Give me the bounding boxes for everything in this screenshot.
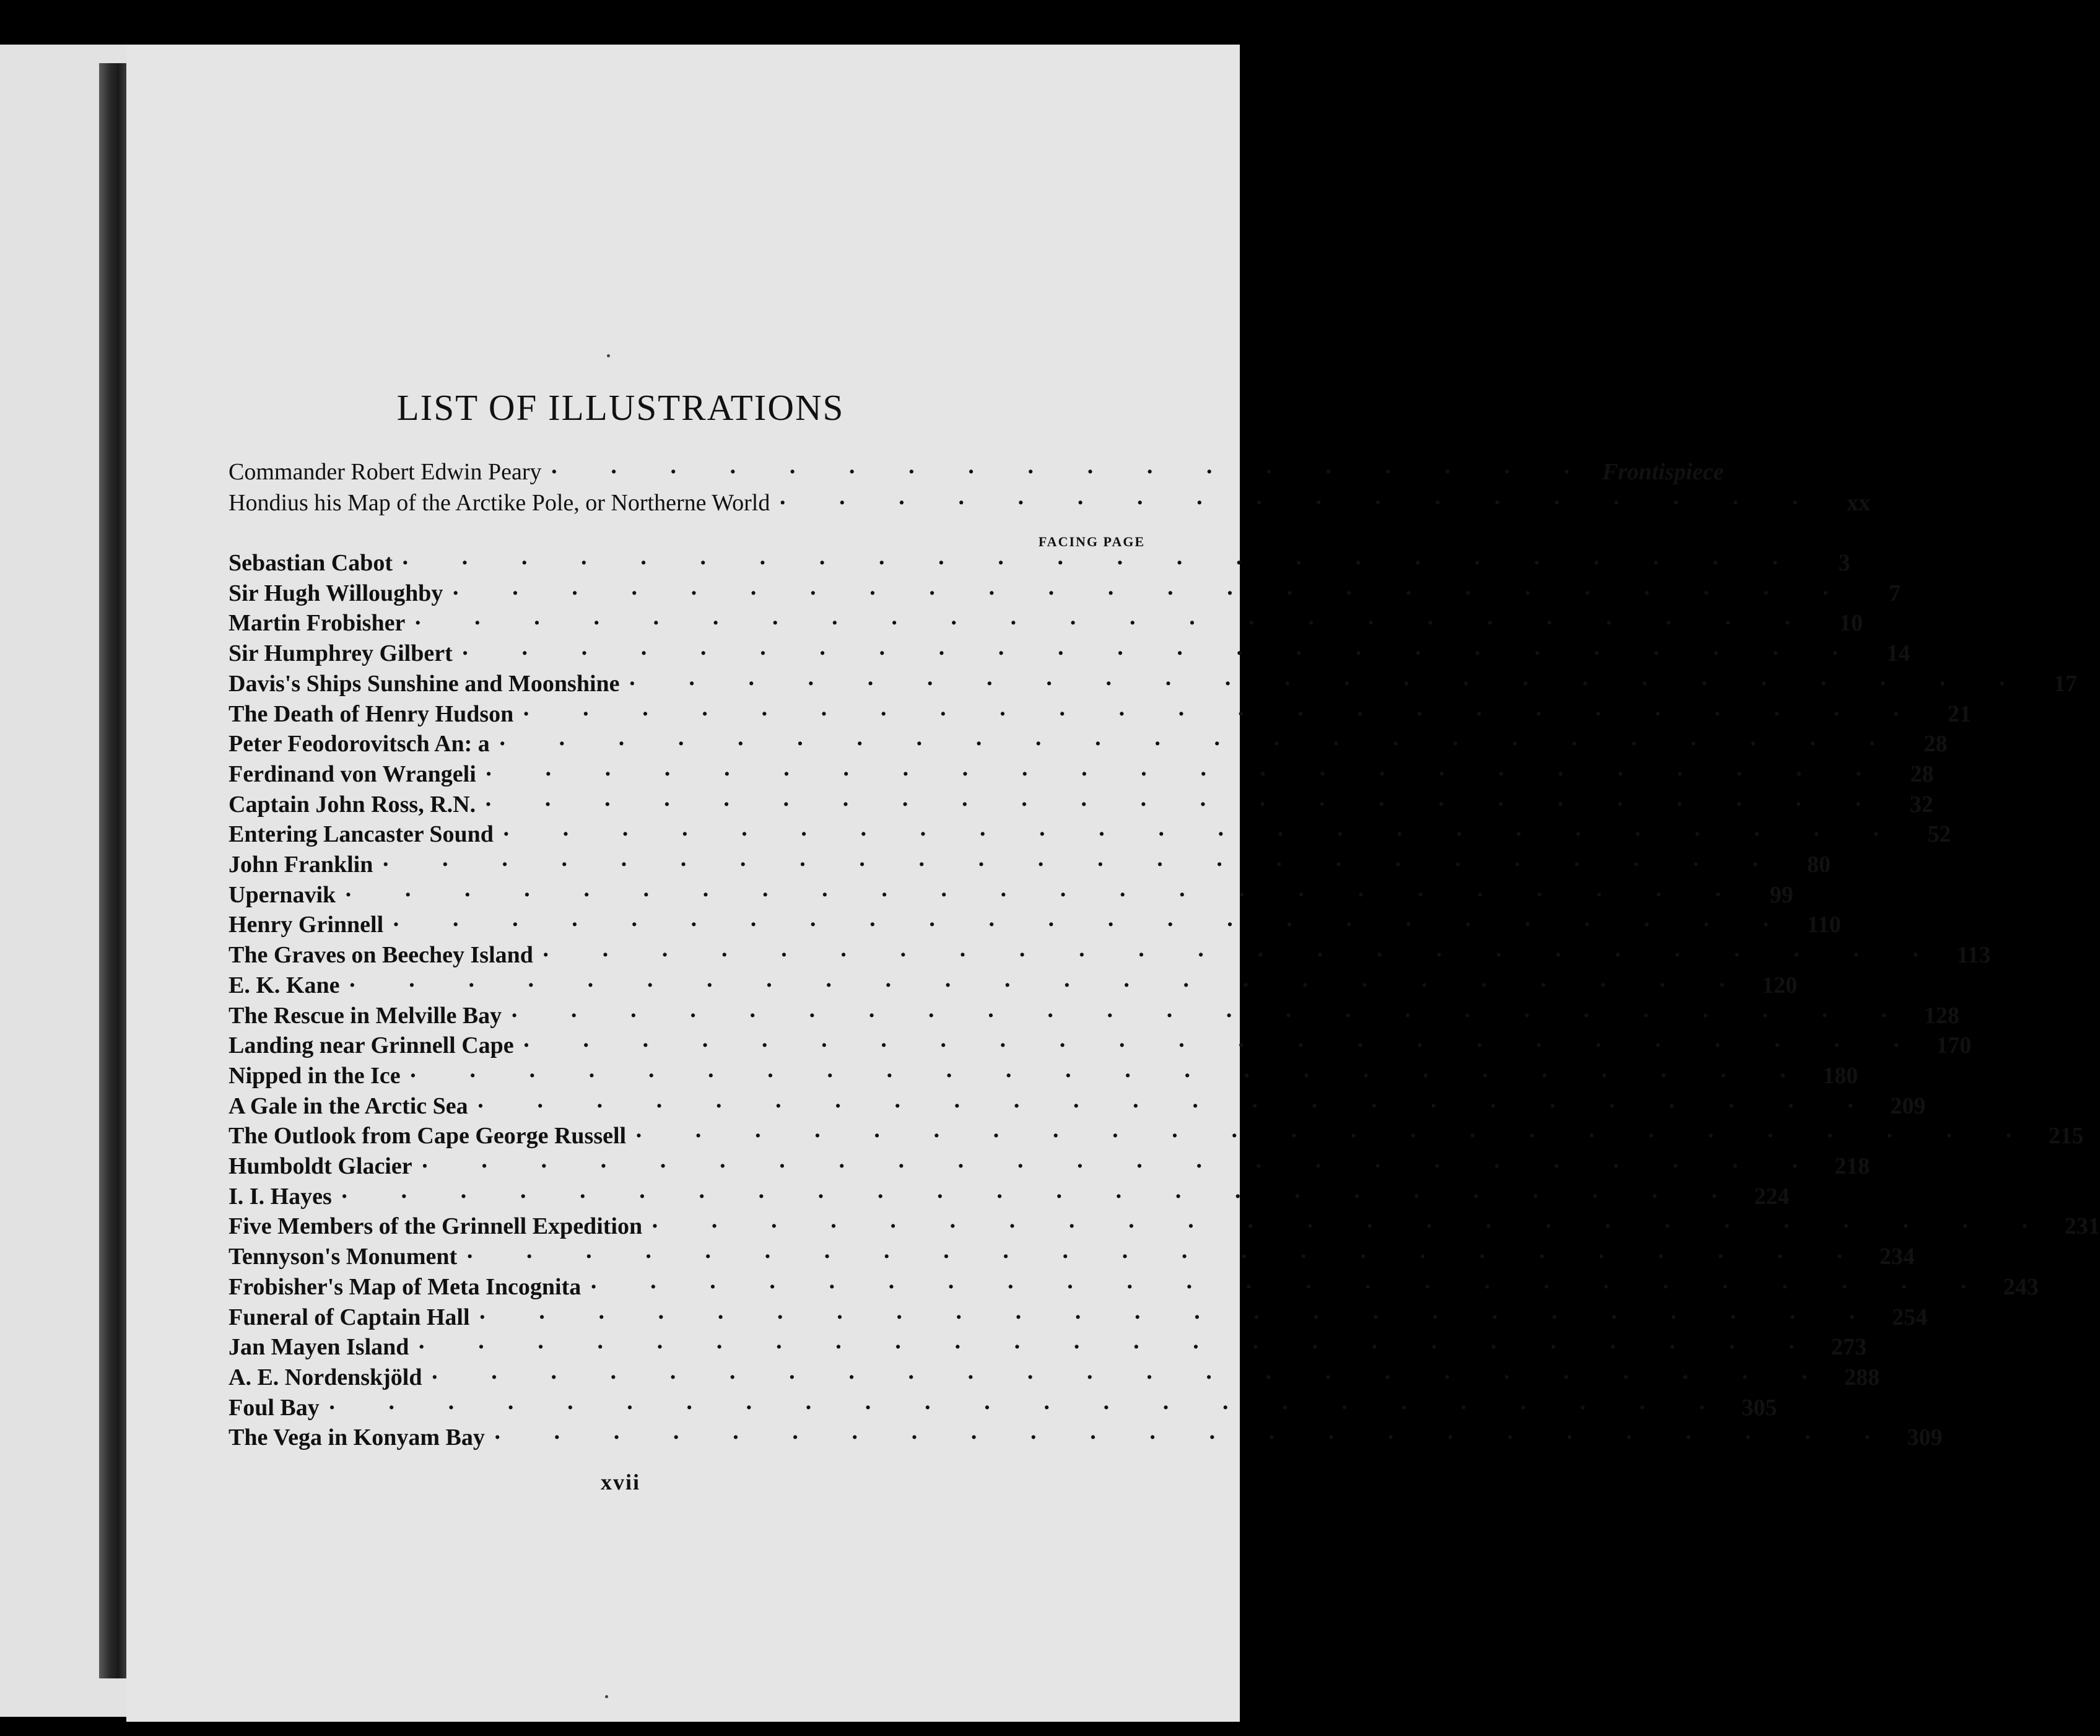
illustration-entry	[229, 1364, 1880, 1395]
entry-label: Peter Feodorovitsch An: a	[229, 731, 490, 757]
illustration-entry	[229, 730, 1948, 761]
leader-dots: · · · · · · · · · · · · · · · · · · · · · · · ·	[340, 1183, 1741, 1210]
entry-page: 80	[1807, 852, 1831, 878]
entry-page: 120	[1762, 972, 1798, 998]
entry-page: 209	[1890, 1093, 1926, 1119]
leader-dots: · · · · · · · · · · · · · · · · · · · · · · · ·	[522, 1032, 1924, 1059]
front-entry	[229, 458, 1724, 489]
leader-dots: · · · · · · · · · · · · · · · · · · · · · · · ·	[466, 1244, 1867, 1270]
front-entry	[229, 489, 1870, 520]
entry-label: Five Members of the Grinnell Expedition	[229, 1213, 643, 1240]
entry-label: Frobisher's Map of Meta Incognita	[229, 1273, 582, 1300]
illustration-entry	[229, 1122, 2084, 1153]
leader-dots: · · · · · · · · · · · · · · · · · · · · · · · ·	[414, 610, 1815, 637]
entry-page: 180	[1823, 1062, 1858, 1089]
entry-page: 3	[1838, 550, 1850, 576]
leader-dots: · · · · · · · · · · · · · · · · · · · · · · · ·	[417, 1334, 1819, 1361]
entry-label: Sir Humphrey Gilbert	[229, 640, 453, 667]
leader-dots: · · · · · · · · · · · · · · · · · · · · · · · ·	[510, 1002, 1911, 1029]
leader-dots: · · · · · · · · · · · · · · · · · · · · · · · ·	[484, 791, 1885, 818]
illustration-entry	[229, 881, 1793, 912]
entry-label: Ferdinand von Wrangeli	[229, 761, 476, 787]
entry-page: 215	[2048, 1123, 2084, 1149]
leader-dots: · · · · · · · · · · · · · · · · · · · · · · · ·	[590, 1273, 1990, 1300]
illustration-entry	[229, 1213, 2100, 1244]
illustration-entry	[229, 941, 1991, 972]
entry-label: A. E. Nordenskjöld	[229, 1364, 422, 1390]
leader-dots: · · · · · · · · · · · · · · · · · ·	[778, 490, 1822, 516]
entry-label: Sebastian Cabot	[229, 550, 393, 576]
leader-dots: · · · · · · · · · · · · · · · · · · · · · · · ·	[502, 821, 1903, 848]
illustration-entry	[229, 1394, 1777, 1425]
entry-label: John Franklin	[229, 852, 373, 878]
leader-dots: · · · · · · · · · · · · · · · · · · · · · · · ·	[451, 580, 1853, 606]
illustration-entry	[229, 1032, 1972, 1063]
entry-page: 243	[2003, 1273, 2039, 1300]
leader-dots: · · · · · · · · · · · · · · · · · · · · · · · ·	[541, 942, 1943, 969]
illustration-entry	[229, 1093, 1926, 1123]
illustration-entry	[229, 609, 1863, 640]
illustration-entry	[229, 761, 1934, 792]
entry-page: 110	[1806, 912, 1841, 938]
entry-page: 234	[1879, 1244, 1915, 1270]
entry-page: 273	[1831, 1334, 1867, 1361]
entry-page: 309	[1907, 1424, 1943, 1451]
entry-page: xx	[1846, 490, 1870, 516]
entry-label: Funeral of Captain Hall	[229, 1304, 470, 1330]
illustration-entry	[229, 1183, 1790, 1214]
illustration-entry	[229, 1002, 1959, 1033]
leader-dots: · · · · · · · · · · · · · · · · · ·	[550, 459, 1594, 485]
leader-dots: · · · · · · · · · · · · · · · · · · · · · · · ·	[476, 1093, 1878, 1119]
leader-dots: · · · · · · · · · · · · · · · · · · · · · · · ·	[461, 640, 1862, 667]
leader-dots: · · · · · · · · · · · · · · · · · · · · · · · ·	[484, 761, 1886, 787]
entry-label: The Death of Henry Hudson	[229, 700, 514, 727]
book-binding-edge	[99, 63, 126, 1678]
illustration-entry	[229, 1153, 1870, 1184]
entry-label: The Vega in Konyam Bay	[229, 1424, 485, 1451]
entry-page: 288	[1844, 1364, 1880, 1390]
illustration-entry	[229, 851, 1831, 882]
leader-dots: · · · · · · · · · · · · · · · · · · · · · · · ·	[635, 1123, 2036, 1149]
facing-page-header: FACING PAGE	[1038, 534, 1145, 549]
entry-label: Commander Robert Edwin Peary	[229, 459, 542, 485]
illustration-entry	[229, 1062, 1858, 1093]
entry-label: Upernavik	[229, 881, 336, 908]
entry-label: I. I. Hayes	[229, 1183, 332, 1210]
entry-label: Entering Lancaster Sound	[229, 821, 494, 848]
entry-page: 305	[1741, 1394, 1777, 1421]
illustration-entry	[229, 1424, 1943, 1455]
leader-dots: · · · · · · · · · · · · · · · · · · · · · · · ·	[493, 1424, 1894, 1451]
page-title: LIST OF ILLUSTRATIONS	[396, 387, 845, 428]
entry-page: 17	[2054, 670, 2078, 697]
leader-dots: · · · · · · · · · · · · · · · · · · · · · · · ·	[478, 1304, 1880, 1330]
illustration-entry	[229, 1273, 2039, 1304]
entry-page: 32	[1909, 791, 1933, 818]
entry-label: Nipped in the Ice	[229, 1062, 401, 1089]
entry-label: Sir Hugh Willoughby	[229, 580, 443, 606]
entry-label: Davis's Ships Sunshine and Moonshine	[229, 670, 620, 697]
leader-dots: · · · · · · · · · · · · · · · · · · · · · · · ·	[498, 731, 1899, 757]
illustration-entry	[229, 580, 1901, 611]
entry-page: 28	[1910, 761, 1934, 787]
leader-dots: · · · · · · · · · · · · · · · · · · · · · · · ·	[401, 550, 1802, 576]
entry-page: 170	[1936, 1032, 1972, 1059]
illustration-entry	[229, 700, 1971, 731]
illustration-entry	[229, 1333, 1867, 1364]
entry-label: The Rescue in Melville Bay	[229, 1002, 502, 1029]
paper-speck	[607, 354, 610, 357]
entry-label: The Graves on Beechey Island	[229, 942, 533, 969]
entry-page: 7	[1889, 580, 1901, 606]
book-page	[126, 45, 2100, 1722]
entry-page: 99	[1769, 881, 1793, 908]
entry-page: Frontispiece	[1602, 459, 1724, 485]
entry-label: Hondius his Map of the Arctike Pole, or Northerne World	[229, 490, 770, 516]
leader-dots: · · · · · · · · · · · · · · · · · · · · · · · ·	[430, 1364, 1832, 1390]
leader-dots: · · · · · · · · · · · · · · · · · · · · · · · ·	[522, 700, 1923, 727]
entry-label: The Outlook from Cape George Russell	[229, 1123, 627, 1149]
leader-dots: · · · · · · · · · · · · · · · · · · · · · · · ·	[628, 670, 2029, 697]
leader-dots: · · · · · · · · · · · · · · · · · · · · · · · ·	[328, 1394, 1729, 1421]
leader-dots: · · · · · · · · · · · · · · · · · · · · · · · ·	[651, 1213, 2052, 1240]
entry-label: Foul Bay	[229, 1394, 320, 1421]
entry-page: 231	[2064, 1213, 2100, 1240]
illustration-entry	[229, 1243, 1915, 1274]
entry-page: 218	[1834, 1153, 1870, 1179]
entry-page: 14	[1886, 640, 1910, 667]
page-number: xvii	[600, 1470, 640, 1494]
illustration-entry	[229, 1304, 1928, 1335]
entry-page: 128	[1924, 1002, 1959, 1029]
paper-speck	[605, 1695, 608, 1698]
illustration-entry	[229, 911, 1841, 942]
entry-label: Jan Mayen Island	[229, 1334, 409, 1361]
illustration-entry	[229, 972, 1798, 1003]
entry-label: Captain John Ross, R.N.	[229, 791, 476, 818]
entry-page: 254	[1892, 1304, 1928, 1330]
entry-page: 21	[1947, 700, 1971, 727]
illustration-entry	[229, 791, 1933, 822]
illustration-entry	[229, 640, 1910, 671]
entry-page: 10	[1839, 610, 1863, 637]
entry-label: Henry Grinnell	[229, 912, 384, 938]
entry-label: Humboldt Glacier	[229, 1153, 412, 1179]
leader-dots: · · · · · · · · · · · · · · · · · · · · · · · ·	[392, 912, 1793, 938]
leader-dots: · · · · · · · · · · · · · · · · · · · · · · · ·	[381, 852, 1783, 878]
illustration-entry	[229, 670, 2078, 701]
leader-dots: · · · · · · · · · · · · · · · · · · · · · · · ·	[409, 1062, 1810, 1089]
entry-page: 28	[1924, 731, 1948, 757]
leader-dots: · · · · · · · · · · · · · · · · · · · · · · · ·	[344, 881, 1745, 908]
illustration-entry	[229, 821, 1951, 852]
illustration-entry	[229, 549, 1850, 580]
leader-dots: · · · · · · · · · · · · · · · · · · · · · · · ·	[348, 972, 1749, 998]
entry-page: 52	[1927, 821, 1951, 848]
entry-page: 224	[1754, 1183, 1790, 1210]
entry-label: A Gale in the Arctic Sea	[229, 1093, 468, 1119]
entry-label: Tennyson's Monument	[229, 1244, 458, 1270]
leader-dots: · · · · · · · · · · · · · · · · · · · · · · · ·	[420, 1153, 1822, 1179]
entry-label: Martin Frobisher	[229, 610, 406, 637]
entry-label: Landing near Grinnell Cape	[229, 1032, 514, 1059]
entry-page: 113	[1956, 942, 1991, 969]
entry-label: E. K. Kane	[229, 972, 340, 998]
